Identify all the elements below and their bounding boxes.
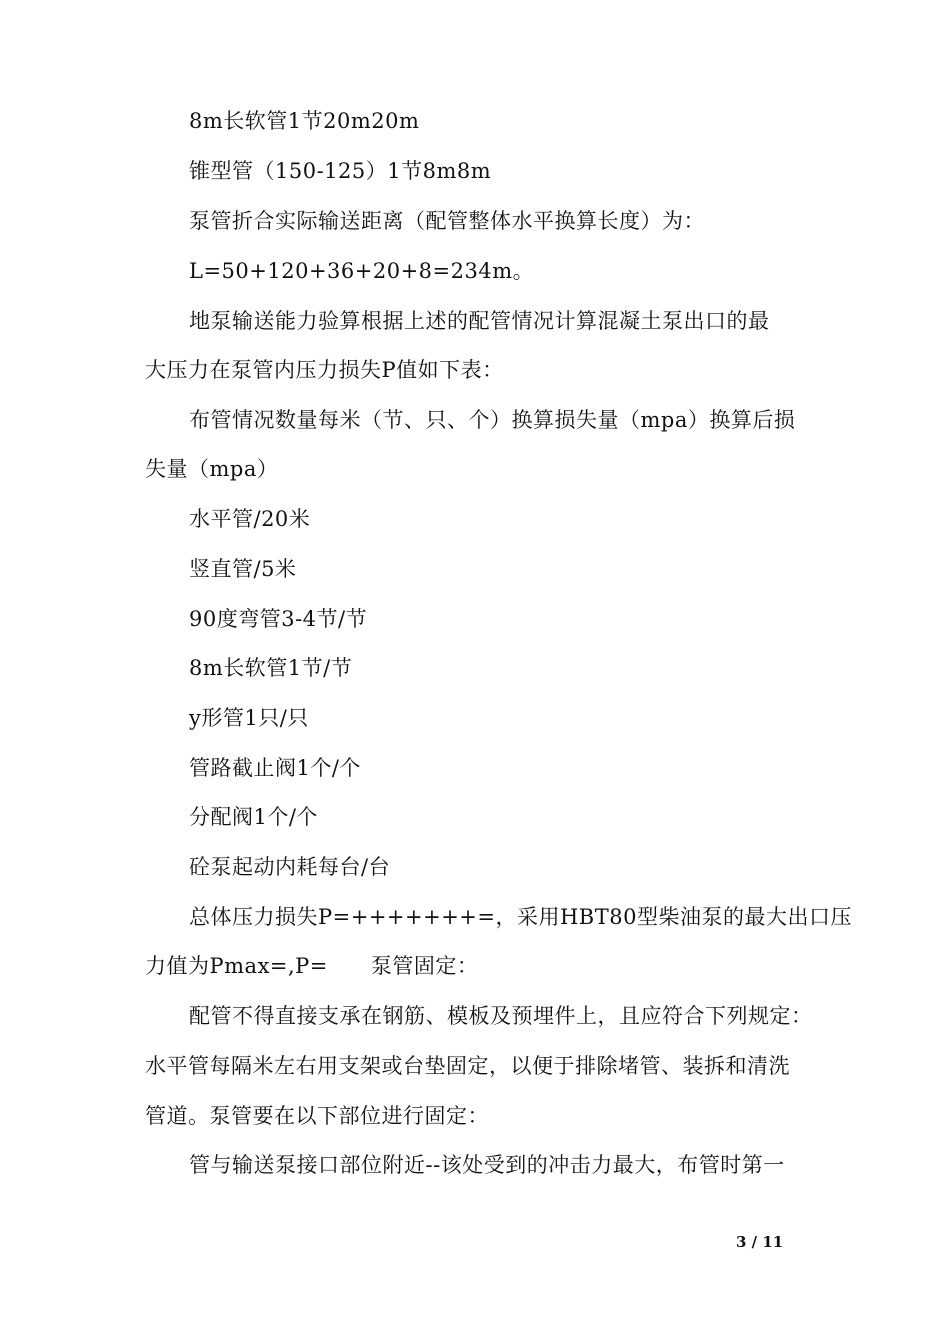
text-line: 砼泵起动内耗每台/台 xyxy=(189,855,391,879)
text-line: L=50+120+36+20+8=234m。 xyxy=(189,259,535,283)
text-line: 配管不得直接支承在钢筋、模板及预埋件上，且应符合下列规定： xyxy=(189,1004,813,1028)
text-line: 水平管/20米 xyxy=(189,507,311,531)
text-line: 管与输送泵接口部位附近--该处受到的冲击力最大，布管时第一 xyxy=(189,1153,785,1177)
page-number: 3 / 11 xyxy=(736,1233,784,1251)
text-line: 失量（mpa） xyxy=(145,457,279,481)
text-line: 90度弯管3-4节/节 xyxy=(189,607,368,631)
text-line: 总体压力损失P=+++++++=，采用HBT80型柴油泵的最大出口压 xyxy=(189,905,852,929)
text-line: 竖直管/5米 xyxy=(189,557,297,581)
text-line: 力值为Pmax=,P= 泵管固定： xyxy=(145,954,479,978)
text-line: 管路截止阀1个/个 xyxy=(189,756,361,780)
text-line: y形管1只/只 xyxy=(189,706,309,730)
text-line: 锥型管（150-125）1节8m8m xyxy=(189,159,492,183)
text-line: 布管情况数量每米（节、只、个）换算损失量（mpa）换算后损 xyxy=(189,408,796,432)
text-line: 8m长软管1节/节 xyxy=(189,656,353,680)
text-line: 大压力在泵管内压力损失P值如下表： xyxy=(145,358,504,382)
text-line: 水平管每隔米左右用支架或台垫固定，以便于排除堵管、装拆和清洗 xyxy=(145,1054,790,1078)
text-line: 8m长软管1节20m20m xyxy=(189,109,420,133)
text-line: 管道。泵管要在以下部位进行固定： xyxy=(145,1104,489,1128)
text-line: 分配阀1个/个 xyxy=(189,805,318,829)
text-line: 地泵输送能力验算根据上述的配管情况计算混凝土泵出口的最 xyxy=(189,309,770,333)
text-line: 泵管折合实际输送距离（配管整体水平换算长度）为： xyxy=(189,209,705,233)
